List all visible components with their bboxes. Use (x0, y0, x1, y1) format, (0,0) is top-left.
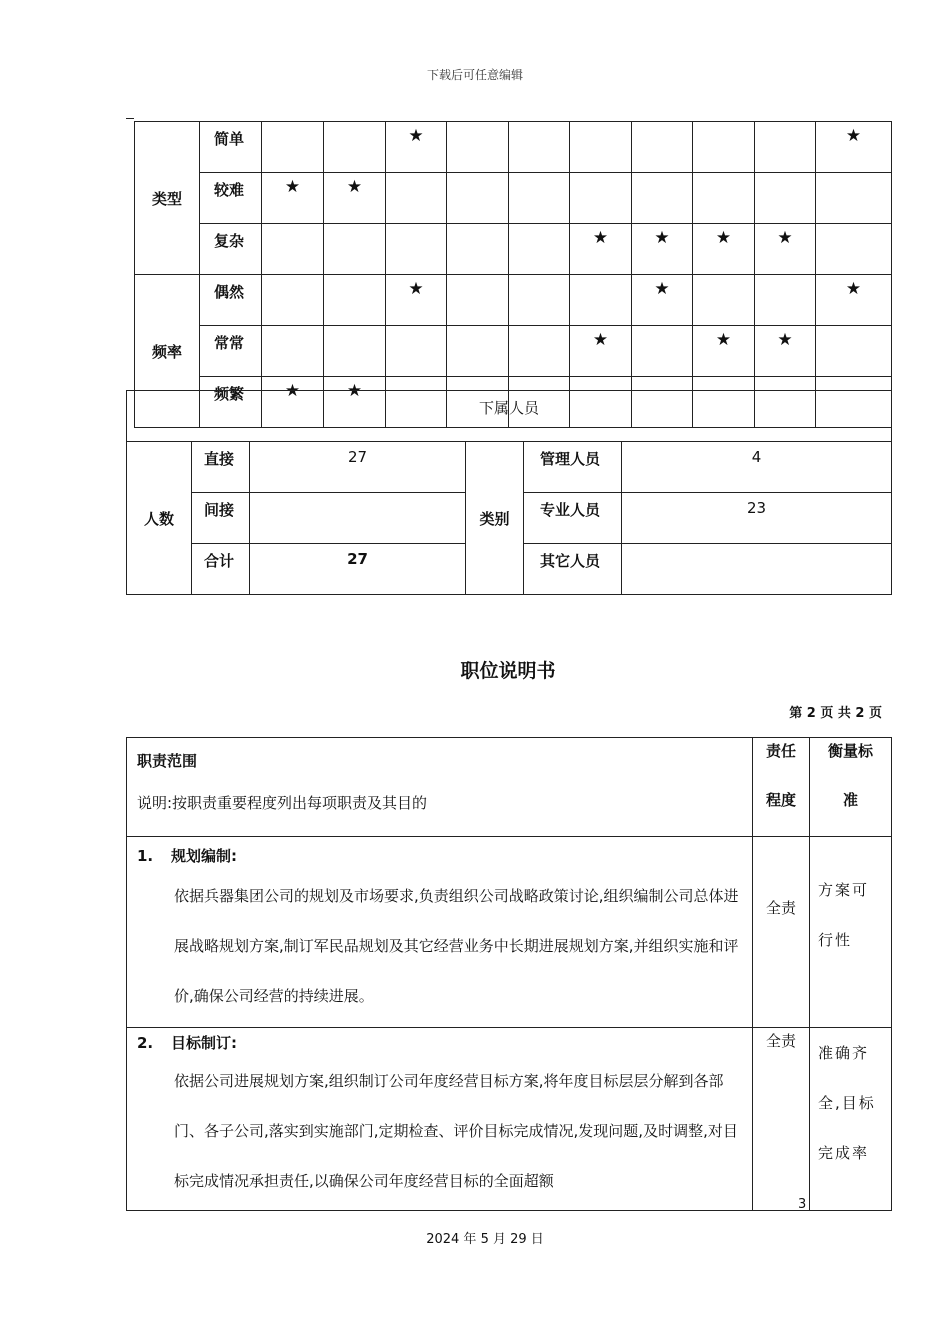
resp-header (753, 738, 810, 837)
empty-cell (447, 275, 509, 326)
star-cell: ★ (632, 224, 693, 275)
grid-row (135, 224, 892, 275)
star-cell: ★ (816, 122, 892, 173)
duties-table (126, 737, 892, 1211)
empty-cell (447, 326, 509, 377)
duty-text-1: 依据兵器集团公司的规划及市场要求,负责组织公司战略政策讨论,组织编制公司总体进展战略规划方案,制订军民品规划及其它经营业务中长期进展规划方案,并组织实施和评价,确保公司经营的持续进展。 (174, 887, 739, 1005)
empty-cell (570, 122, 632, 173)
empty-cell (632, 122, 693, 173)
indirect-value (250, 493, 466, 544)
subordinates-table (126, 390, 892, 595)
subordinates-title: 下属人员 (127, 391, 892, 442)
empty-cell (447, 224, 509, 275)
measure-label-1: 衡量标 (827, 742, 873, 760)
empty-cell (386, 224, 447, 275)
row-label: 常常 (200, 326, 262, 377)
empty-cell (570, 275, 632, 326)
document-title: 职位说明书 (460, 660, 556, 682)
star-cell: ★ (816, 275, 892, 326)
star-cell: ★ (693, 326, 755, 377)
scope-header-cell (127, 738, 753, 837)
empty-cell (755, 173, 816, 224)
duty-item-2 (127, 1028, 753, 1211)
star-cell: ★ (262, 173, 324, 224)
duty-title-1: 1. 规划编制: (137, 847, 237, 865)
empty-cell (262, 275, 324, 326)
empty-cell (755, 275, 816, 326)
empty-cell (632, 326, 693, 377)
grid-row (135, 275, 892, 326)
star-cell: ★ (755, 326, 816, 377)
empty-cell (816, 326, 892, 377)
measure-header (810, 738, 892, 837)
scope-note: 说明:按职责重要程度列出每项职责及其目的 (137, 794, 428, 812)
empty-cell (509, 326, 570, 377)
scope-label: 职责范围 (137, 752, 198, 770)
empty-cell (755, 122, 816, 173)
empty-cell (509, 224, 570, 275)
empty-cell (262, 122, 324, 173)
star-cell: ★ (386, 275, 447, 326)
empty-cell (324, 224, 386, 275)
row-label: 简单 (200, 122, 262, 173)
empty-cell (324, 326, 386, 377)
direct-value: 27 (250, 442, 466, 493)
duty-measure-2: 准确齐全,目标完成率 (810, 1028, 892, 1211)
empty-cell (632, 173, 693, 224)
pro-label: 专业人员 (524, 493, 622, 544)
page-number: 3 (798, 1197, 807, 1212)
star-cell: ★ (693, 224, 755, 275)
star-cell: ★ (570, 224, 632, 275)
resp-label-2: 程度 (765, 791, 796, 809)
empty-cell (693, 122, 755, 173)
total-value: 27 (250, 544, 466, 595)
empty-cell (816, 224, 892, 275)
direct-label: 直接 (192, 442, 250, 493)
empty-cell (447, 122, 509, 173)
mgmt-value: 4 (622, 442, 892, 493)
empty-cell (509, 275, 570, 326)
measure-label-2: 准 (842, 791, 858, 809)
resp-label-1: 责任 (765, 742, 796, 760)
duty-text-2: 依据公司进展规划方案,组织制订公司年度经营目标方案,将年度目标层层分解到各部门、各子公司,落实到实施部门,定期检查、评价目标完成情况,发现问题,及时调整,对目标完成情况承担责任,以确保公司年度经营目标的全面超额 (174, 1072, 738, 1190)
count-label: 人数 (127, 442, 192, 595)
other-value (622, 544, 892, 595)
duty-resp-2: 全责 (753, 1028, 810, 1211)
row-label: 频繁 (200, 377, 262, 428)
star-cell: ★ (324, 173, 386, 224)
star-cell: ★ (632, 275, 693, 326)
star-cell: ★ (386, 122, 447, 173)
empty-cell (324, 122, 386, 173)
empty-cell (509, 122, 570, 173)
empty-cell (386, 173, 447, 224)
row-label: 较难 (200, 173, 262, 224)
total-label: 合计 (192, 544, 250, 595)
duty-resp-1: 全责 (753, 837, 810, 1028)
grid-row (135, 326, 892, 377)
empty-cell (447, 173, 509, 224)
duty-title-2: 2. 目标制订: (137, 1034, 237, 1052)
row-label: 复杂 (200, 224, 262, 275)
group-label: 类型 (135, 122, 200, 275)
difficulty-frequency-grid (134, 121, 892, 428)
empty-cell (509, 173, 570, 224)
corner-tick (126, 118, 134, 119)
page-info: 第 2 页 共 2 页 (789, 706, 882, 721)
star-cell: ★ (324, 377, 386, 428)
empty-cell (262, 326, 324, 377)
empty-cell (262, 224, 324, 275)
star-cell: ★ (570, 326, 632, 377)
duty-item-1 (127, 837, 753, 1028)
star-cell: ★ (755, 224, 816, 275)
empty-cell (386, 326, 447, 377)
header-note: 下载后可任意编辑 (426, 68, 523, 82)
empty-cell (816, 173, 892, 224)
category-label: 类别 (466, 442, 524, 595)
grid-row (135, 122, 892, 173)
empty-cell (570, 173, 632, 224)
empty-cell (693, 173, 755, 224)
row-label: 偶然 (200, 275, 262, 326)
empty-cell (324, 275, 386, 326)
indirect-label: 间接 (192, 493, 250, 544)
other-label: 其它人员 (524, 544, 622, 595)
pro-value: 23 (622, 493, 892, 544)
empty-cell (693, 275, 755, 326)
group-label: 频率 (135, 275, 200, 428)
star-cell: ★ (262, 377, 324, 428)
footer-date: 2024 年 5 月 29 日 (426, 1232, 544, 1247)
grid-row (135, 173, 892, 224)
duty-measure-1: 方案可行性 (810, 837, 892, 1028)
mgmt-label: 管理人员 (524, 442, 622, 493)
